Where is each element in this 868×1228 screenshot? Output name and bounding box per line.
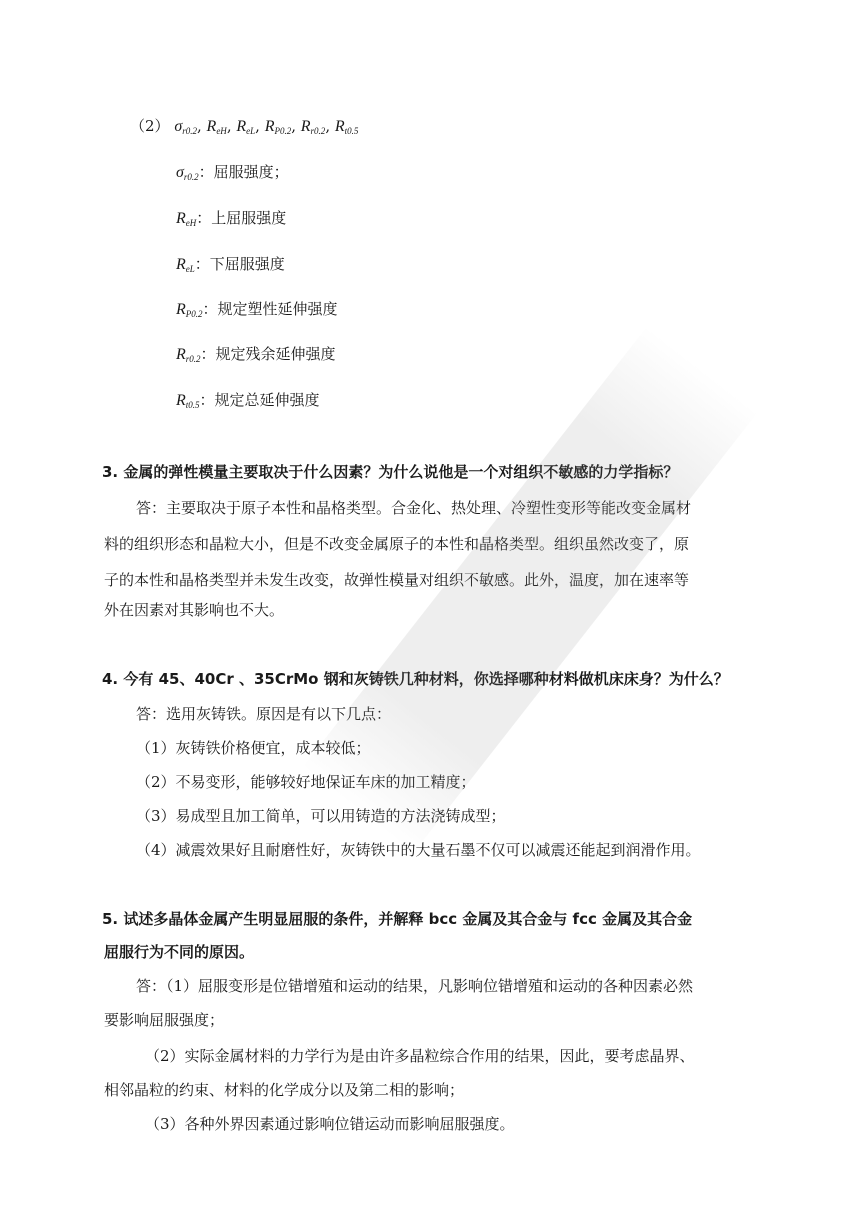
part2-heading: （2） $\sigma_{r0.2}$, $R_{eH}$, $R_{eL}$, $R_{P0.2}$, $R_{r0.2}$, $R_{t0.5}$	[130, 117, 359, 136]
answer-line: 相邻晶粒的约束、材料的化学成分以及第二相的影响；	[104, 1081, 465, 1099]
answer-line: 答：选用灰铸铁。原因是有以下几点：	[136, 705, 392, 723]
answer-line: 子的本性和晶格类型并未发生改变，故弹性模量对组织不敏感。此外，温度，加在速率等	[104, 571, 690, 589]
answer-line: （4）减震效果好且耐磨性好，灰铸铁中的大量石墨不仅可以减震还能起到润滑作用。	[136, 841, 701, 859]
question-3-title: 3. 金属的弹性模量主要取决于什么因素？为什么说他是一个对组织不敏感的力学指标？	[102, 463, 679, 481]
definition-item: $R_{P0.2}$：规定塑性延伸强度	[176, 300, 338, 319]
answer-line: 答：（1）屈服变形是位错增殖和运动的结果，凡影响位错增殖和运动的各种因素必然	[136, 977, 694, 995]
question-5-title-cont: 屈服行为不同的原因。	[104, 943, 255, 961]
symbol-rr: R	[300, 118, 311, 135]
answer-line: （1）灰铸铁价格便宜，成本较低；	[136, 739, 371, 757]
symbol-sigma: σ	[174, 118, 183, 135]
answer-line: 答：主要取决于原子本性和晶格类型。合金化、热处理、冷塑性变形等能改变金属材	[136, 499, 692, 517]
definition-item: $\sigma_{r0.2}$：屈服强度；	[176, 163, 289, 182]
symbol-rt: R	[334, 118, 345, 135]
part2-prefix: （2）	[130, 117, 170, 135]
answer-line: （3）各种外界因素通过影响位错运动而影响屈服强度。	[145, 1115, 515, 1133]
answer-line: （3）易成型且加工简单，可以用铸造的方法浇铸成型；	[136, 807, 506, 825]
definition-item: $R_{r0.2}$：规定残余延伸强度	[176, 345, 336, 364]
question-4-title: 4. 今有 45、40Cr 、35CrMo 钢和灰铸铁几种材料，你选择哪种材料做机床床身？为什么？	[102, 670, 729, 688]
symbol-rp: R	[264, 118, 275, 135]
answer-line: 要影响屈服强度；	[104, 1011, 225, 1029]
answer-line: 外在因素对其影响也不大。	[104, 601, 285, 619]
answer-line: （2）实际金属材料的力学行为是由许多晶粒综合作用的结果，因此，要考虑晶界、	[145, 1047, 695, 1065]
question-5-title: 5. 试述多晶体金属产生明显屈服的条件，并解释 bcc 金属及其合金与 fcc 金属及其合金	[102, 910, 693, 928]
symbol-reh: R	[206, 118, 217, 135]
definition-item: $R_{eL}$：下屈服强度	[176, 255, 285, 274]
definition-item: $R_{eH}$：上屈服强度	[176, 209, 287, 228]
symbol-rel: R	[236, 118, 247, 135]
definition-item: $R_{t0.5}$：规定总延伸强度	[176, 391, 320, 410]
answer-line: （2）不易变形，能够较好地保证车床的加工精度；	[136, 773, 476, 791]
answer-line: 料的组织形态和晶粒大小，但是不改变金属原子的本性和晶格类型。组织虽然改变了，原	[104, 535, 690, 553]
